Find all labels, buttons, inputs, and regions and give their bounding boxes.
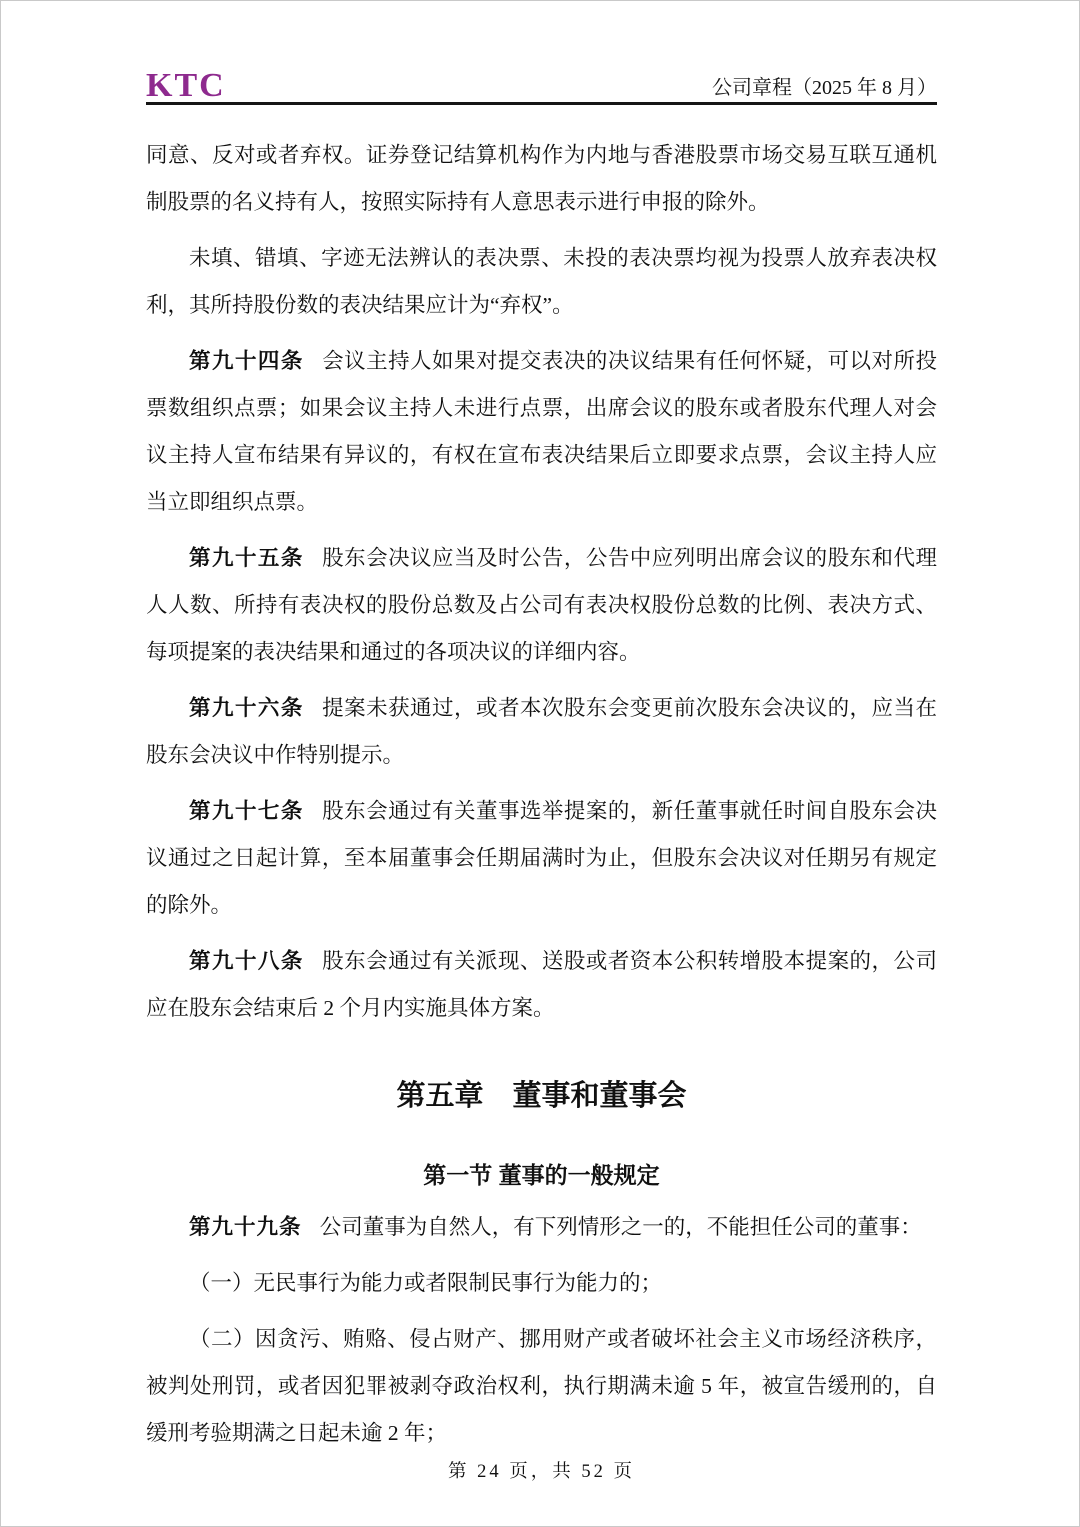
list-item-2: （二）因贪污、贿赂、侵占财产、挪用财产或者破坏社会主义市场经济秩序，被判处刑罚，或者因犯罪被剥夺政治权利，执行期满未逾 5 年，被宣告缓刑的，自缓刑考验期满之日起未逾 2 年； [146, 1327, 937, 1445]
page-header [146, 67, 937, 105]
article-number-98: 第九十八条 [189, 949, 304, 973]
company-logo: KTC [146, 67, 226, 104]
document-body [146, 132, 937, 1457]
list-item-1: （一）无民事行为能力或者限制民事行为能力的； [189, 1271, 663, 1295]
article-text-98: 股东会通过有关派现、送股或者资本公积转增股本提案的，公司应在股东会结束后 2 个月内实施具体方案。 [146, 949, 937, 1020]
page-number: 第 24 页，共 52 页 [447, 1462, 635, 1482]
article-paragraph-98 [146, 938, 937, 1032]
article-paragraph-97 [146, 788, 937, 929]
article-text-94: 会议主持人如果对提交表决的决议结果有任何怀疑，可以对所投票数组织点票；如果会议主持人未进行点票，出席会议的股东或者股东代理人对会议主持人宣布结果有异议的，有权在宣布表决结果后立即要求点票，会议主持人应当立即组织点票。 [146, 349, 937, 514]
chapter-heading: 第五章 董事和董事会 [396, 1080, 687, 1112]
article-number-94: 第九十四条 [189, 349, 304, 373]
article-number-96: 第九十六条 [189, 696, 304, 720]
article-text-97: 股东会通过有关董事选举提案的，新任董事就任时间自股东会决议通过之日起计算，至本届董事会任期届满时为止，但股东会决议对任期另有规定的除外。 [146, 799, 937, 917]
section-heading: 第一节 董事的一般规定 [423, 1162, 660, 1188]
article-number-99: 第九十九条 [189, 1215, 302, 1239]
article-text-96: 提案未获通过，或者本次股东会变更前次股东会决议的，应当在股东会决议中作特别提示。 [146, 696, 937, 767]
article-text-95: 股东会决议应当及时公告，公告中应列明出席会议的股东和代理人人数、所持有表决权的股份总数及占公司有表决权股份总数的比例、表决方式、每项提案的表决结果和通过的各项决议的详细内容。 [146, 546, 937, 664]
article-paragraph-95 [146, 535, 937, 676]
article-paragraph-96 [146, 685, 937, 779]
page-footer [146, 1457, 937, 1483]
article-paragraph-99 [146, 1204, 937, 1251]
header-doc-title: 公司章程（2025 年 8 月） [712, 77, 937, 99]
paragraph-continuation: 同意、反对或者弃权。证券登记结算机构作为内地与香港股票市场交易互联互通机制股票的名义持有人，按照实际持有人意思表示进行申报的除外。 [146, 143, 937, 214]
article-number-95: 第九十五条 [189, 546, 304, 570]
article-paragraph-94 [146, 338, 937, 526]
paragraph: 未填、错填、字迹无法辨认的表决票、未投的表决票均视为投票人放弃表决权利，其所持股份数的表决结果应计为“弃权”。 [146, 246, 937, 317]
article-number-97: 第九十七条 [189, 799, 304, 823]
article-text-99: 公司董事为自然人，有下列情形之一的，不能担任公司的董事： [319, 1215, 922, 1239]
